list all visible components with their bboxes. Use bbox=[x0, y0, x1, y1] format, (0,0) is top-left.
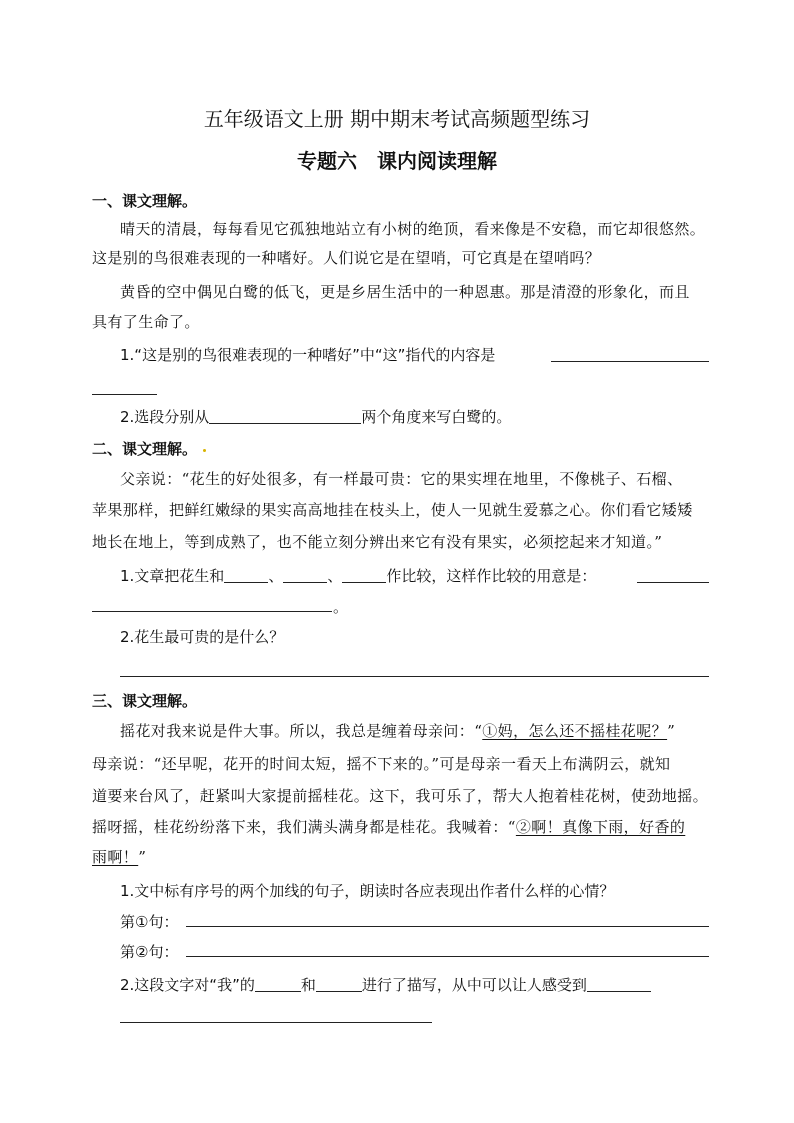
paragraph-text: 摇花对我来说是件大事。所以，我总是缠着母亲问：“ bbox=[120, 722, 483, 740]
section-1-paragraph-line: 这是别的鸟很难表现的一种嗜好。人们说它是在望哨，可它真是在望哨吗？ bbox=[92, 249, 601, 267]
section-2-paragraph-line: 父亲说：“花生的好处很多，有一样最可贵：它的果实埋在地里，不像桃子、石榴、 bbox=[120, 470, 683, 488]
answer-blank[interactable] bbox=[92, 611, 332, 612]
underlined-sentence-2-end: 雨啊！ bbox=[92, 848, 139, 866]
question-text: 两个角度来写白鹭的。 bbox=[361, 408, 512, 426]
section-2-question-2: 2.花生最可贵的是什么？ bbox=[120, 628, 285, 646]
stray-dot bbox=[203, 449, 206, 452]
section-3-paragraph-line: 母亲说：“还早呢，花开的时间太短，摇不下来的。”可是母亲一看天上布满阴云，就知 bbox=[92, 755, 671, 773]
section-2-paragraph-line: 地长在地上，等到成熟了，也不能立刻分辨出来它有没有果实，必须挖起来才知道。” bbox=[92, 533, 663, 551]
question-text: 进行了描写，从中可以让人感受到 bbox=[361, 976, 587, 994]
answer-line[interactable] bbox=[120, 676, 709, 677]
answer-blank[interactable] bbox=[551, 361, 709, 362]
section-3-paragraph-line bbox=[120, 720, 675, 741]
section-3-paragraph-line: 道要来台风了，赶紧叫大家提前摇桂花。这下，我可乐了，帮大人抱着桂花树，使劲地摇。 bbox=[92, 787, 709, 805]
section-2-paragraph-line: 苹果那样，把鲜红嫩绿的果实高高地挂在枝头上，使人一见就生爱慕之心。你们看它矮矮 bbox=[92, 501, 693, 519]
answer-blank[interactable] bbox=[283, 566, 327, 583]
section-3-question-2 bbox=[120, 974, 651, 995]
question-text: 2.这段文字对“我”的 bbox=[120, 976, 255, 994]
section-1-paragraph-line: 具有了生命了。 bbox=[92, 313, 200, 331]
underlined-sentence-2: ②啊！真像下雨，好香的 bbox=[515, 818, 686, 836]
answer-blank[interactable] bbox=[255, 975, 301, 992]
answer-blank[interactable] bbox=[316, 975, 362, 992]
answer-blank[interactable] bbox=[92, 394, 157, 395]
answer-line[interactable] bbox=[186, 926, 709, 927]
paragraph-text: ” bbox=[138, 848, 147, 866]
answer-line[interactable] bbox=[186, 956, 709, 957]
section-1-question-2 bbox=[120, 406, 511, 427]
answer-line[interactable] bbox=[120, 1022, 432, 1023]
question-text: 、 bbox=[327, 567, 343, 585]
section-3-paragraph-line bbox=[92, 846, 146, 867]
answer-label-1: 第①句： bbox=[120, 913, 179, 931]
section-2-heading: 二、课文理解。 bbox=[92, 440, 198, 458]
section-1-paragraph-line: 晴天的清晨，每每看见它孤独地站立有小树的绝顶，看来像是不安稳，而它却很悠然。 bbox=[120, 220, 706, 238]
section-3-question-1: 1.文中标有序号的两个加线的句子，朗读时各应表现出作者什么样的心情？ bbox=[120, 882, 615, 900]
paragraph-text: 摇呀摇，桂花纷纷落下来，我们满头满身都是桂花。我喊着：“ bbox=[92, 818, 516, 836]
answer-blank[interactable] bbox=[587, 975, 651, 992]
section-1-paragraph-line: 黄昏的空中偶见白鹭的低飞，更是乡居生活中的一种恩惠。那是清澄的形象化，而且 bbox=[120, 283, 690, 301]
question-text: 。 bbox=[333, 598, 349, 616]
question-text: 1.文章把花生和 bbox=[120, 567, 225, 585]
answer-blank[interactable] bbox=[224, 566, 268, 583]
paragraph-text: ” bbox=[667, 722, 676, 740]
worksheet-subtitle: 专题六 课内阅读理解 bbox=[297, 149, 497, 173]
answer-blank[interactable] bbox=[209, 407, 361, 424]
underlined-sentence-1: ①妈，怎么还不摇桂花呢？ bbox=[482, 722, 668, 740]
question-text: 作比较，这样作比较的用意是： bbox=[386, 567, 597, 585]
answer-label-2: 第②句： bbox=[120, 943, 179, 961]
question-text: 、 bbox=[268, 567, 284, 585]
section-3-heading: 三、课文理解。 bbox=[92, 692, 198, 710]
question-text: 2.选段分别从 bbox=[120, 408, 210, 426]
section-1-question-1: 1.“这是别的鸟很难表现的一种嗜好”中“这”指代的内容是 bbox=[120, 346, 496, 364]
section-1-heading: 一、课文理解。 bbox=[92, 192, 198, 210]
answer-blank[interactable] bbox=[637, 582, 709, 583]
question-text: 和 bbox=[300, 976, 316, 994]
section-2-question-1 bbox=[120, 565, 596, 586]
section-3-paragraph-line bbox=[92, 816, 685, 837]
worksheet-title: 五年级语文上册 期中期末考试高频题型练习 bbox=[203, 107, 591, 131]
answer-blank[interactable] bbox=[342, 566, 386, 583]
